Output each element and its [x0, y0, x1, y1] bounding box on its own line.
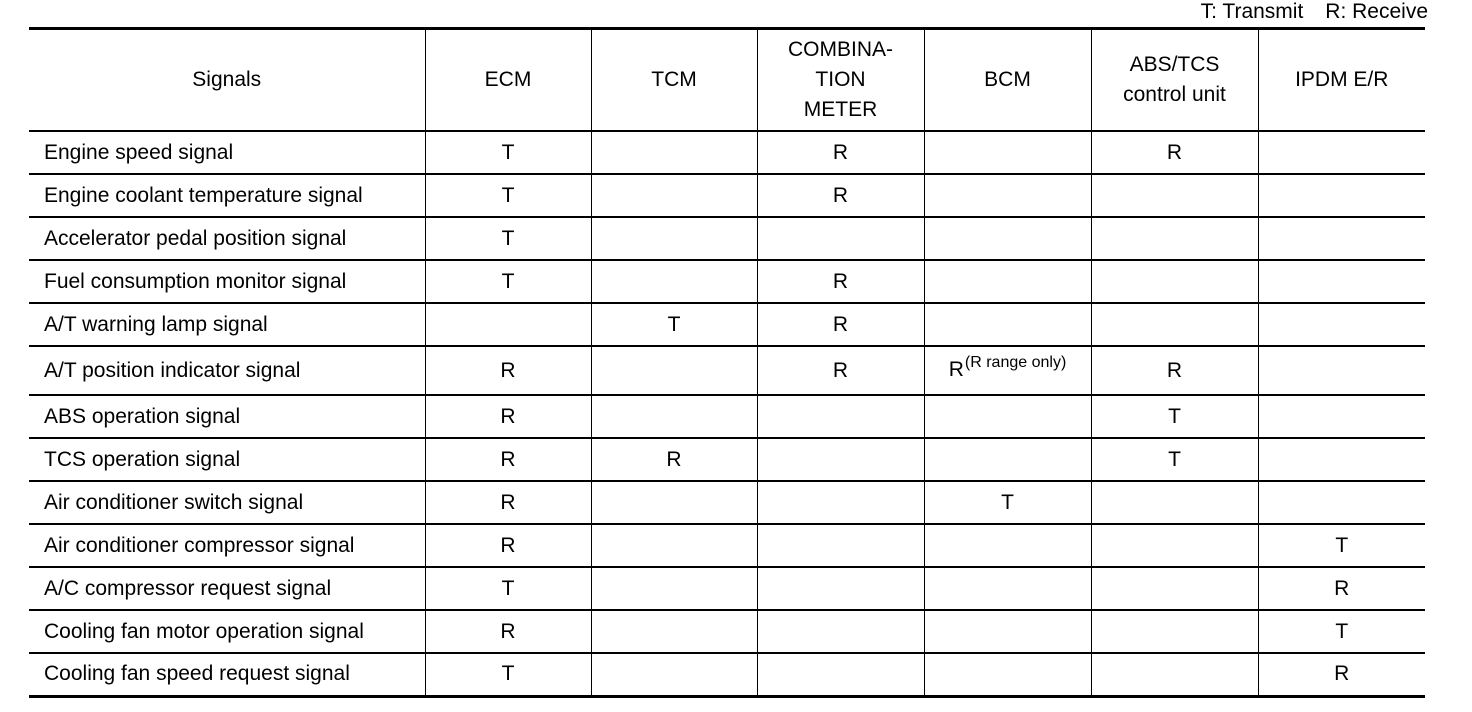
cell-abs-tcs	[1091, 260, 1258, 303]
cell-ipdm	[1258, 260, 1425, 303]
signal-name-cell: A/T position indicator signal	[29, 346, 425, 395]
cell-bcm	[924, 438, 1091, 481]
signal-name-cell: Accelerator pedal position signal	[29, 217, 425, 260]
header-signals: Signals	[29, 29, 425, 132]
transmit-receive-legend	[1201, 0, 1428, 24]
cell-combination-meter	[757, 653, 924, 696]
table-row	[29, 303, 1425, 346]
header-abs-tcs-line-1: ABS/TCS	[1129, 53, 1220, 76]
cell-tcm	[591, 610, 757, 653]
cell-abs-tcs	[1091, 524, 1258, 567]
cell-bcm	[924, 524, 1091, 567]
signal-name-cell: Fuel consumption monitor signal	[29, 260, 425, 303]
cell-combination-meter: R	[757, 131, 924, 174]
cell-ecm: R	[425, 346, 591, 395]
cell-abs-tcs	[1091, 217, 1258, 260]
cell-combination-meter	[757, 567, 924, 610]
cell-ecm: R	[425, 481, 591, 524]
cell-ipdm	[1258, 131, 1425, 174]
cell-tcm	[591, 260, 757, 303]
table-row	[29, 481, 1425, 524]
cell-ecm: T	[425, 174, 591, 217]
cell-combination-meter	[757, 481, 924, 524]
signal-name-cell: Engine speed signal	[29, 131, 425, 174]
cell-ipdm	[1258, 395, 1425, 438]
cell-combination-meter	[757, 438, 924, 481]
signal-name-cell: Cooling fan motor operation signal	[29, 610, 425, 653]
cell-bcm-note: (R range only)	[964, 353, 1067, 371]
cell-tcm	[591, 567, 757, 610]
cell-bcm	[924, 346, 1091, 395]
table-row	[29, 653, 1425, 696]
cell-ecm	[425, 303, 591, 346]
cell-combination-meter: R	[757, 174, 924, 217]
cell-ecm: T	[425, 217, 591, 260]
cell-ipdm	[1258, 481, 1425, 524]
cell-bcm	[924, 653, 1091, 696]
cell-ecm: T	[425, 131, 591, 174]
table-row	[29, 567, 1425, 610]
cell-combination-meter: R	[757, 346, 924, 395]
cell-ecm: R	[425, 610, 591, 653]
header-abs-tcs-line-2: control unit	[1123, 83, 1226, 106]
header-combination-meter-line-1: COMBINA-	[788, 38, 893, 61]
cell-tcm	[591, 217, 757, 260]
signal-name-cell: A/C compressor request signal	[29, 567, 425, 610]
cell-ipdm: R	[1258, 567, 1425, 610]
legend-transmit: T: Transmit	[1200, 0, 1304, 23]
cell-ipdm	[1258, 438, 1425, 481]
cell-combination-meter	[757, 395, 924, 438]
cell-tcm	[591, 524, 757, 567]
signal-name-cell: Engine coolant temperature signal	[29, 174, 425, 217]
signal-name-cell: ABS operation signal	[29, 395, 425, 438]
cell-abs-tcs	[1091, 481, 1258, 524]
cell-abs-tcs: R	[1091, 346, 1258, 395]
cell-ecm: R	[425, 395, 591, 438]
cell-combination-meter: R	[757, 260, 924, 303]
table-row	[29, 524, 1425, 567]
cell-ecm: R	[425, 524, 591, 567]
signal-name-cell: Cooling fan speed request signal	[29, 653, 425, 696]
cell-ecm: T	[425, 567, 591, 610]
header-ecm: ECM	[425, 29, 591, 132]
cell-tcm	[591, 395, 757, 438]
signal-name-cell: A/T warning lamp signal	[29, 303, 425, 346]
cell-ipdm	[1258, 303, 1425, 346]
header-combination-meter	[757, 29, 924, 132]
cell-bcm	[924, 131, 1091, 174]
cell-ecm: T	[425, 260, 591, 303]
cell-ipdm: T	[1258, 610, 1425, 653]
cell-bcm	[924, 395, 1091, 438]
cell-tcm: T	[591, 303, 757, 346]
cell-abs-tcs: R	[1091, 131, 1258, 174]
header-ipdm: IPDM E/R	[1258, 29, 1425, 132]
cell-ipdm	[1258, 217, 1425, 260]
header-combination-meter-line-2: TION	[815, 68, 866, 91]
cell-combination-meter	[757, 524, 924, 567]
signal-name-cell: TCS operation signal	[29, 438, 425, 481]
cell-tcm	[591, 346, 757, 395]
cell-bcm	[924, 567, 1091, 610]
cell-ecm: T	[425, 653, 591, 696]
table-row	[29, 174, 1425, 217]
cell-abs-tcs	[1091, 653, 1258, 696]
cell-tcm	[591, 131, 757, 174]
table-body	[29, 131, 1425, 696]
cell-abs-tcs: T	[1091, 395, 1258, 438]
cell-bcm	[924, 303, 1091, 346]
header-abs-tcs	[1091, 29, 1258, 132]
cell-combination-meter	[757, 610, 924, 653]
table-row	[29, 217, 1425, 260]
cell-abs-tcs: T	[1091, 438, 1258, 481]
cell-bcm-value: R	[948, 357, 964, 381]
cell-bcm	[924, 260, 1091, 303]
table-row	[29, 131, 1425, 174]
header-combination-meter-line-3: METER	[803, 98, 878, 121]
cell-bcm	[924, 610, 1091, 653]
cell-abs-tcs	[1091, 567, 1258, 610]
cell-abs-tcs	[1091, 610, 1258, 653]
legend-receive: R: Receive	[1325, 0, 1428, 23]
cell-ipdm: T	[1258, 524, 1425, 567]
cell-ecm: R	[425, 438, 591, 481]
header-bcm: BCM	[924, 29, 1091, 132]
signal-name-cell: Air conditioner switch signal	[29, 481, 425, 524]
signal-name-cell: Air conditioner compressor signal	[29, 524, 425, 567]
cell-ipdm: R	[1258, 653, 1425, 696]
cell-bcm	[924, 217, 1091, 260]
table-row	[29, 346, 1425, 395]
cell-tcm: R	[591, 438, 757, 481]
table-row	[29, 610, 1425, 653]
table-header-row	[29, 29, 1425, 132]
header-tcm: TCM	[591, 29, 757, 132]
can-signal-table	[29, 27, 1425, 698]
cell-tcm	[591, 174, 757, 217]
cell-ipdm	[1258, 346, 1425, 395]
cell-bcm	[924, 174, 1091, 217]
cell-combination-meter: R	[757, 303, 924, 346]
cell-tcm	[591, 653, 757, 696]
cell-abs-tcs	[1091, 303, 1258, 346]
table-row	[29, 438, 1425, 481]
table-row	[29, 395, 1425, 438]
cell-abs-tcs	[1091, 174, 1258, 217]
cell-ipdm	[1258, 174, 1425, 217]
cell-combination-meter	[757, 217, 924, 260]
cell-bcm: T	[924, 481, 1091, 524]
cell-tcm	[591, 481, 757, 524]
table-row	[29, 260, 1425, 303]
